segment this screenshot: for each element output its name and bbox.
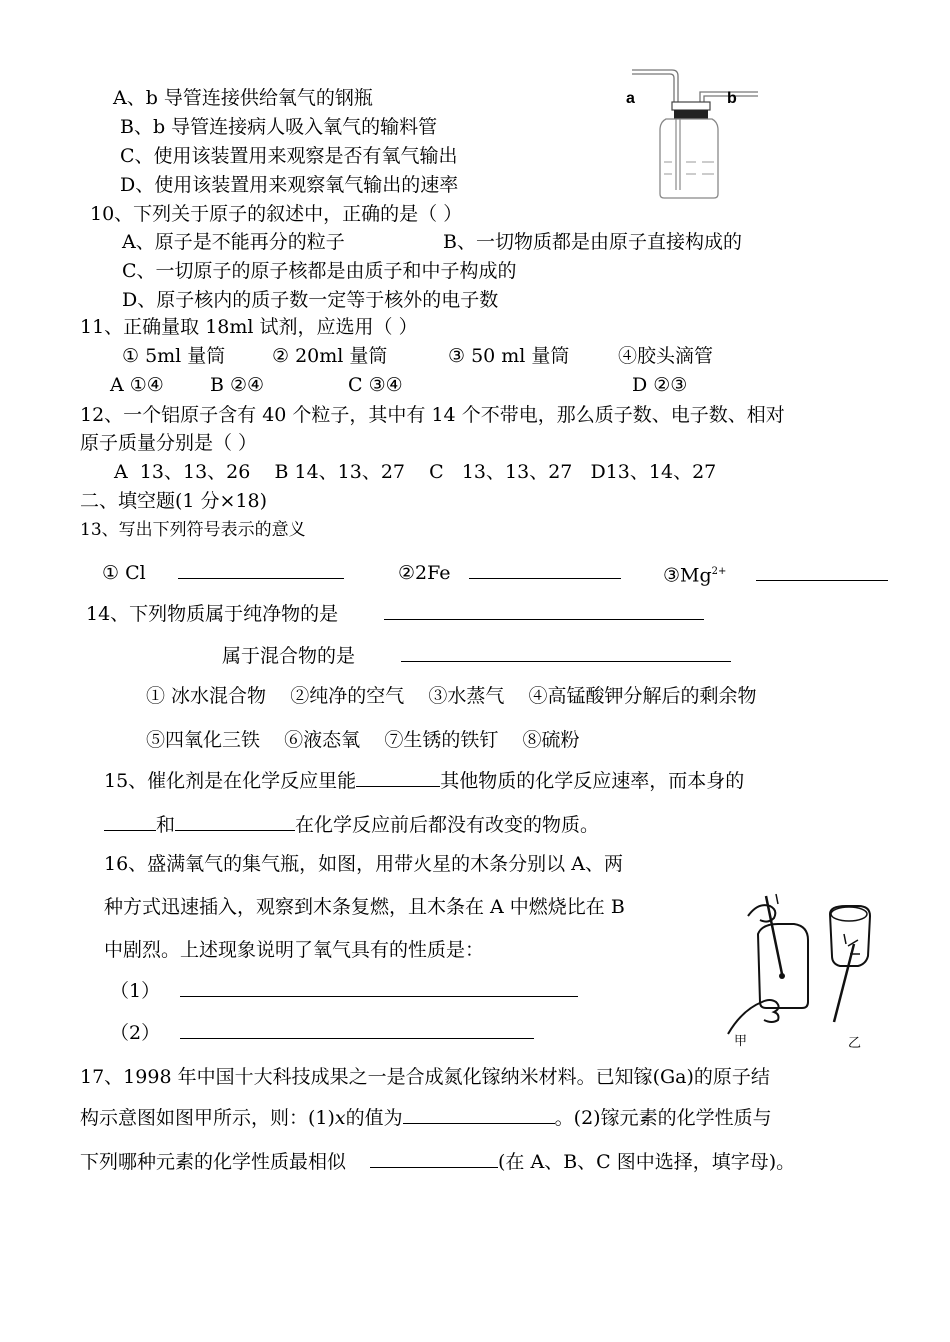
q11-choice-2: ② 20ml 量筒 [272,345,388,367]
q13-item2-label: ②2Fe [398,562,451,584]
q14-blank-mixture[interactable] [401,643,731,662]
q17-line2-a: 构示意图如图甲所示，则：(1) [80,1107,335,1129]
q13-item1 [102,560,344,585]
q16-line3: 中剧烈。上述现象说明了氧气具有的性质是： [104,939,485,961]
oxygen-jar-drawing [718,884,878,1052]
label-yi: 乙 [848,1036,862,1051]
q17-line3-b: (在 A、B、C 图中选择，填字母)。 [498,1151,796,1173]
label-jia: 甲 [734,1034,748,1049]
q13-blank-2[interactable] [469,560,621,579]
q15-blank-1[interactable] [356,768,440,787]
q16-blank-1[interactable] [180,978,578,997]
q11-answer-c: C ③④ [348,374,403,396]
q11-choice-1: ① 5ml 量筒 [122,345,226,367]
q15-blank-3[interactable] [175,812,295,831]
q11-choice-3: ③ 50 ml 量筒 [448,345,570,367]
q16-blank-2[interactable] [180,1020,534,1039]
q12-options: A 13、13、26 B 14、13、27 C 13、13、27 D13、14、27 [114,461,717,483]
q16-blank1-row [110,978,578,1003]
q17-line3 [80,1149,795,1174]
oxygen-jar-figure [718,884,878,1052]
q10-option-d: D、原子核内的质子数一定等于核外的电子数 [122,289,499,311]
q10-stem: 10、下列关于原子的叙述中，正确的是（ ） [90,203,463,225]
q13-blank-3[interactable] [756,562,888,581]
q17-blank-1[interactable] [403,1105,555,1124]
q15-line2 [104,812,599,837]
q15-part4: 在化学反应前后都没有改变的物质。 [295,814,600,836]
q16-blank2-label: （2） [110,1022,161,1044]
label-a: a [626,90,635,107]
q14-row2: ⑤四氧化三铁 ⑥液态氧 ⑦生锈的铁钉 ⑧硫粉 [146,729,580,751]
q16-blank2-row [110,1020,534,1045]
section-title: 二、填空题(1 分×18) [80,490,268,512]
q11-choice-4: ④胶头滴管 [618,345,714,367]
q11-stem: 11、正确量取 18ml 试剂，应选用（ ） [80,316,418,338]
q17-line2-b: 的值为 [345,1107,403,1129]
q10-option-a: A、原子是不能再分的粒子 [122,231,345,253]
q11-answer-d: D ②③ [632,374,688,396]
q15-part2: 其他物质的化学反应速率，而本身的 [440,770,745,792]
q17-blank-2[interactable] [370,1149,498,1168]
q13-item3-charge: 2+ [711,566,727,577]
q15-blank-2[interactable] [104,812,156,831]
q16-line2: 种方式迅速插入，观察到木条复燃，且木条在 A 中燃烧比在 B [104,896,625,918]
q12-stem-line1: 12、一个铝原子含有 40 个粒子，其中有 14 个不带电，那么质子数、电子数、相对 [80,404,785,426]
q9-option-d: D、使用该装置用来观察氧气输出的速率 [120,174,459,196]
gas-washing-bottle-figure [620,62,770,202]
q17-line2 [80,1105,772,1130]
q13-blank-1[interactable] [178,560,344,579]
gas-washing-bottle-drawing [620,62,770,202]
q14-blank-pure[interactable] [384,601,704,620]
q13-stem: 13、写出下列符号表示的意义 [80,520,306,540]
q17-variable-x: x [334,1107,346,1129]
q14-stem-pure: 14、下列物质属于纯净物的是 [86,603,339,625]
q14-stem-mixture: 属于混合物的是 [222,645,356,667]
q16-blank1-label: （1） [110,980,161,1002]
q16-line1: 16、盛满氧气的集气瓶，如图，用带火星的木条分别以 A、两 [104,853,623,875]
q10-option-b: B、一切物质都是由原子直接构成的 [443,231,742,253]
q15-part1: 15、催化剂是在化学反应里能 [104,770,357,792]
q14-mixture-line [222,643,731,668]
q11-answer-a: A ①④ [110,374,164,396]
q13-item2 [398,560,621,585]
q15-line1 [104,768,744,793]
q17-line3-a: 下列哪种元素的化学性质最相似 [80,1151,347,1173]
label-b: b [727,90,737,107]
q15-part3: 和 [156,814,176,836]
q13-item1-label: ① Cl [102,562,146,584]
q9-option-b: B、b 导管连接病人吸入氧气的输料管 [120,116,438,138]
q9-option-c: C、使用该装置用来观察是否有氧气输出 [120,145,458,167]
q14-row1: ① 冰水混合物 ②纯净的空气 ③水蒸气 ④高锰酸钾分解后的剩余物 [146,685,757,707]
q17-line1: 17、1998 年中国十大科技成果之一是合成氮化镓纳米材料。已知镓(Ga)的原子结 [80,1066,770,1088]
q10-option-c: C、一切原子的原子核都是由质子和中子构成的 [122,260,517,282]
q12-stem-line2: 原子质量分别是（ ） [80,432,258,454]
q9-option-a: A、b 导管连接供给氧气的钢瓶 [113,87,373,109]
q11-answer-b: B ②④ [210,374,265,396]
q13-item3 [663,560,888,587]
q14-pure-line [86,601,704,626]
q13-item3-label: ③Mg [663,564,712,587]
q17-line2-c: 。(2)镓元素的化学性质与 [554,1107,772,1129]
